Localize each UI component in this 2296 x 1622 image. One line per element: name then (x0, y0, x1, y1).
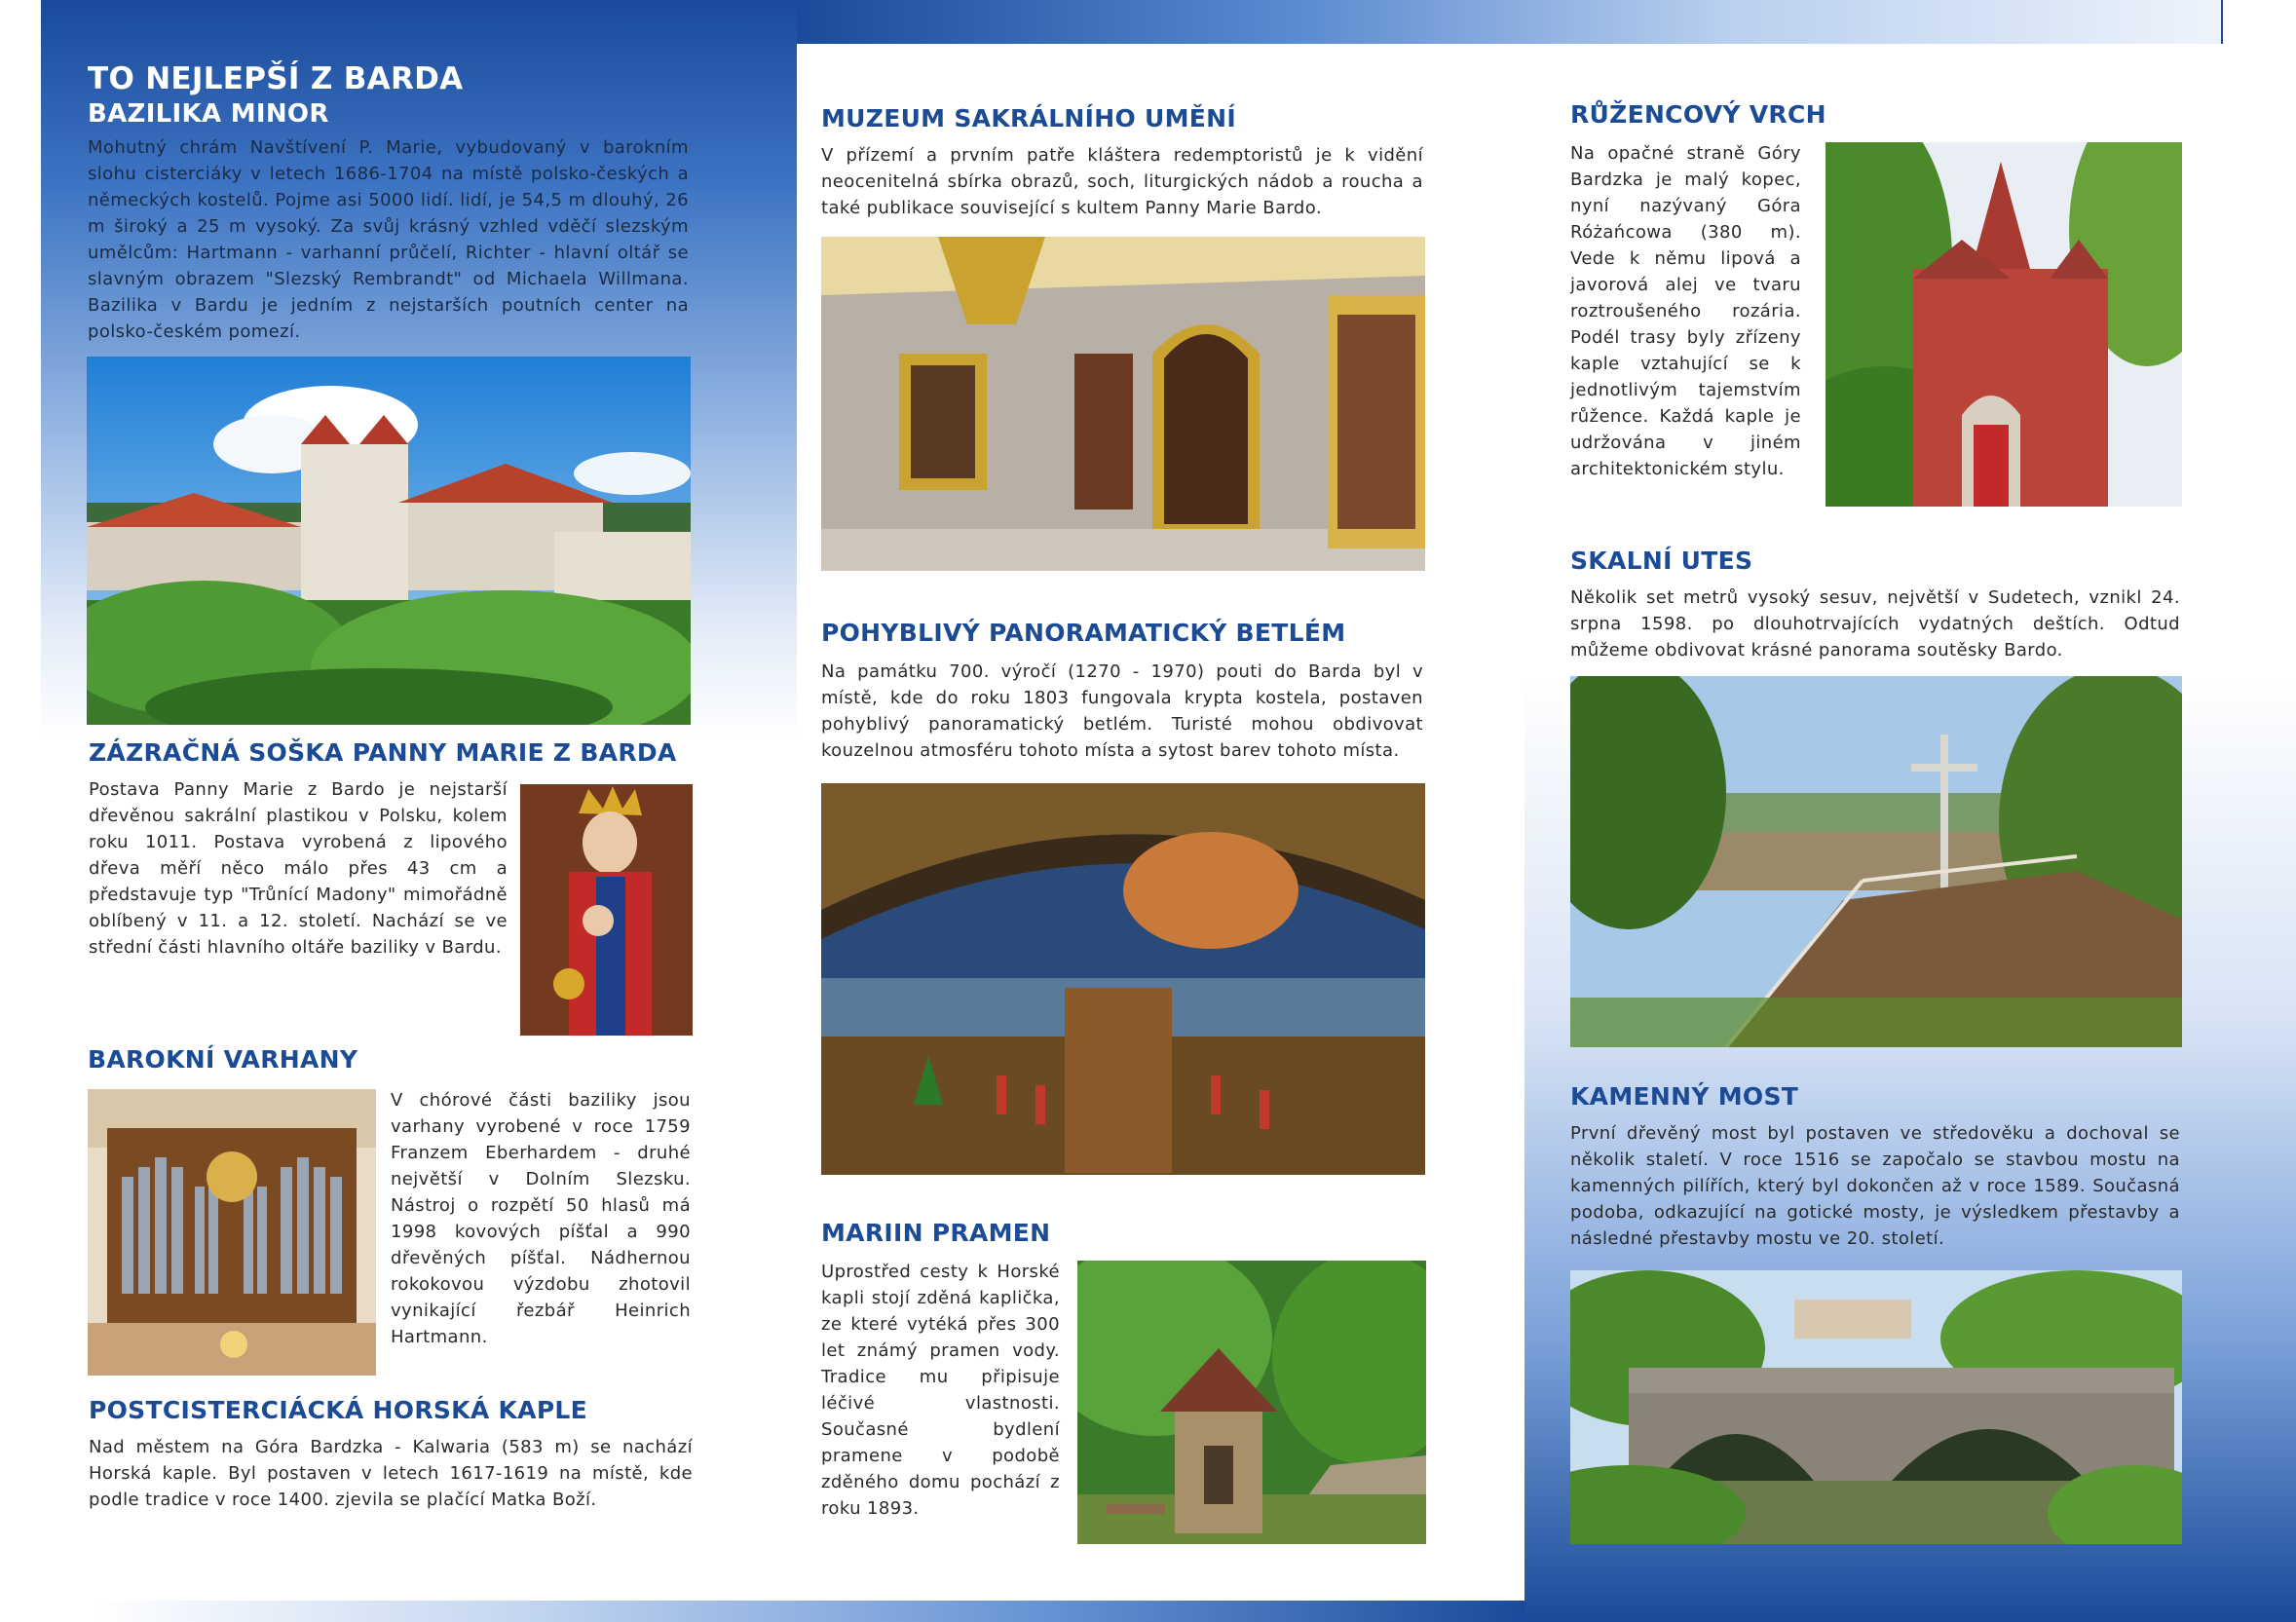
muzeum-text: V přízemí a prvním patře kláštera redemptoristů je k vidění neocenitelná sbírka obrazů, soch, liturgických nádob a roucha a také publikace související s kultem Panny Marie Bardo. (821, 145, 1423, 218)
utes-title: SKALNÍ UTES (1570, 547, 1753, 575)
section-varhany-body (391, 1079, 691, 1350)
pramen-text: Uprostřed cesty k Horské kapli stojí zděná kaplička, ze které vytéká přes 300 let známý pramen vody. Tradice mu připisuje léčivé vlastnosti. Současné bydlení pramene v podobě zděného domu pochází z roku 1893. (821, 1262, 1060, 1519)
section-vrch (1570, 99, 2155, 131)
vrch-title: RŮŽENCOVÝ VRCH (1570, 100, 1826, 129)
spring-chapel-photo (1077, 1261, 1426, 1544)
rosary-hill-chapel-photo (1826, 142, 2182, 507)
section-betlem (821, 618, 1423, 764)
bazilika-title: BAZILIKA MINOR (88, 99, 329, 129)
betlem-text: Na památku 700. výročí (1270 - 1970) pouti do Barda byl v místě, kde do roku 1803 fungovala krypta kostela, postaven pohyblivý panoramatický betlém. Turisté mohou obdivovat kouzelnou atmosféru tohoto místa a sytost barev tohoto místa. (821, 661, 1423, 761)
muzeum-title: MUZEUM SAKRÁLNÍHO UMĚNÍ (821, 104, 1237, 132)
section-bazilika (88, 60, 689, 345)
page-title: TO NEJLEPŠÍ Z BARDA (88, 61, 464, 96)
section-varhany (88, 1044, 692, 1075)
vrch-text: Na opačné straně Góry Bardzka je malý kopec, nyní nazývaný Góra Różańcowa (380 m). Vede k němu lipová a javorová alej ve tvaru roztroušeného rozária. Podél trasy byly zřízeny kaple vztahující se k jednotlivým tajemstvím růžence. Každá kaple je udržována v jiném architektonickém stylu. (1570, 143, 1801, 479)
varhany-text: V chórové části baziliky jsou varhany vyrobené v roce 1759 Franzem Eberhardem - druhé největší v Dolním Slezsku. Nástroj o rozpětí 50 hlasů má 1998 kovových píšťal a 990 dřevěných píšťal. Nádhernou rokokovou výzdobu zhotovil vynikající řezbář Heinrich Hartmann. (391, 1090, 691, 1347)
section-utes (1570, 546, 2180, 663)
varhany-title: BAROKNÍ VARHANY (88, 1045, 358, 1074)
section-soska (89, 737, 677, 961)
utes-text: Několik set metrů vysoký sesuv, největší v Sudetech, vznikl 24. srpna 1598. po dlouhotrvajících vydatných deštích. Odtud můžeme obdivovat krásné panorama soutěsky Bardo. (1570, 587, 2180, 660)
bazilika-text: Mohutný chrám Navštívení P. Marie, vybudovaný v barokním slohu cisterciáky v letech 1686-1704 na místě polsko-českých a německých kostelů. Pojme asi 5000 lidí. lidí, je 54,5 m dlouhý, 26 m široký a 25 m vysoký. Za svůj krásný vzhled vděčí slezským umělcům: Hartmann - varhanní průčelí, Richter - hlavní oltář se slavným obrazem "Slezský Rembrandt" od Michaela Willmana. Bazilika v Bardu je jedním z nejstarších poutních center na polsko-českém pomezí. (88, 137, 689, 342)
top-gradient-bar (797, 0, 2221, 44)
rock-cliff-viewpoint-photo (1570, 676, 2182, 1047)
basilica-photo (87, 357, 691, 725)
section-vrch-body (1570, 134, 1801, 482)
organ-photo (88, 1089, 376, 1376)
most-text: První dřevěný most byl postaven ve středověku a dochoval se několik staletí. V roce 1516 se započalo se stavbou mostu na kamenných pilířích, který byl dokončen až v roce 1589. Současná podoba, odkazující na gotické mosty, je výsledkem přestavby a následné přestavby mostu ve 20. století. (1570, 1123, 2180, 1249)
pramen-title: MARIIN PRAMEN (821, 1219, 1051, 1247)
section-most (1570, 1081, 2180, 1252)
museum-photo (821, 237, 1425, 571)
nativity-scene-photo (821, 783, 1425, 1175)
section-kaple (89, 1395, 693, 1513)
section-pramen-body (821, 1253, 1060, 1522)
section-muzeum (821, 103, 1423, 221)
betlem-title: POHYBLIVÝ PANORAMATICKÝ BETLÉM (821, 619, 1346, 647)
bottom-gradient-bar (93, 1601, 1524, 1622)
most-title: KAMENNÝ MOST (1570, 1082, 1799, 1111)
soska-text: Postava Panny Marie z Bardo je nejstarší dřevěnou sakrální plastikou v Polsku, kolem roku 1011. Postava vyrobená z lipového dřeva měří něco málo přes 43 cm a představuje typ "Trůnící Madony" mimořádně oblíbený v 11. a 12. století. Nachází se ve střední části hlavního oltáře baziliky v Bardu. (89, 779, 508, 958)
kaple-text: Nad městem na Góra Bardzka - Kalwaria (583 m) se nachází Horská kaple. Byl postaven v letech 1617-1619 na místě, kde podle tradice v roce 1400. zjevila se plačící Matka Boží. (89, 1437, 693, 1510)
madonna-statue-photo (520, 784, 693, 1036)
section-pramen (821, 1218, 1425, 1249)
stone-bridge-photo (1570, 1270, 2182, 1544)
top-edge-line (2221, 0, 2223, 44)
kaple-title: POSTCISTERCIÁCKÁ HORSKÁ KAPLE (89, 1396, 588, 1424)
soska-title: ZÁZRAČNÁ SOŠKA PANNY MARIE Z BARDA (89, 738, 677, 767)
